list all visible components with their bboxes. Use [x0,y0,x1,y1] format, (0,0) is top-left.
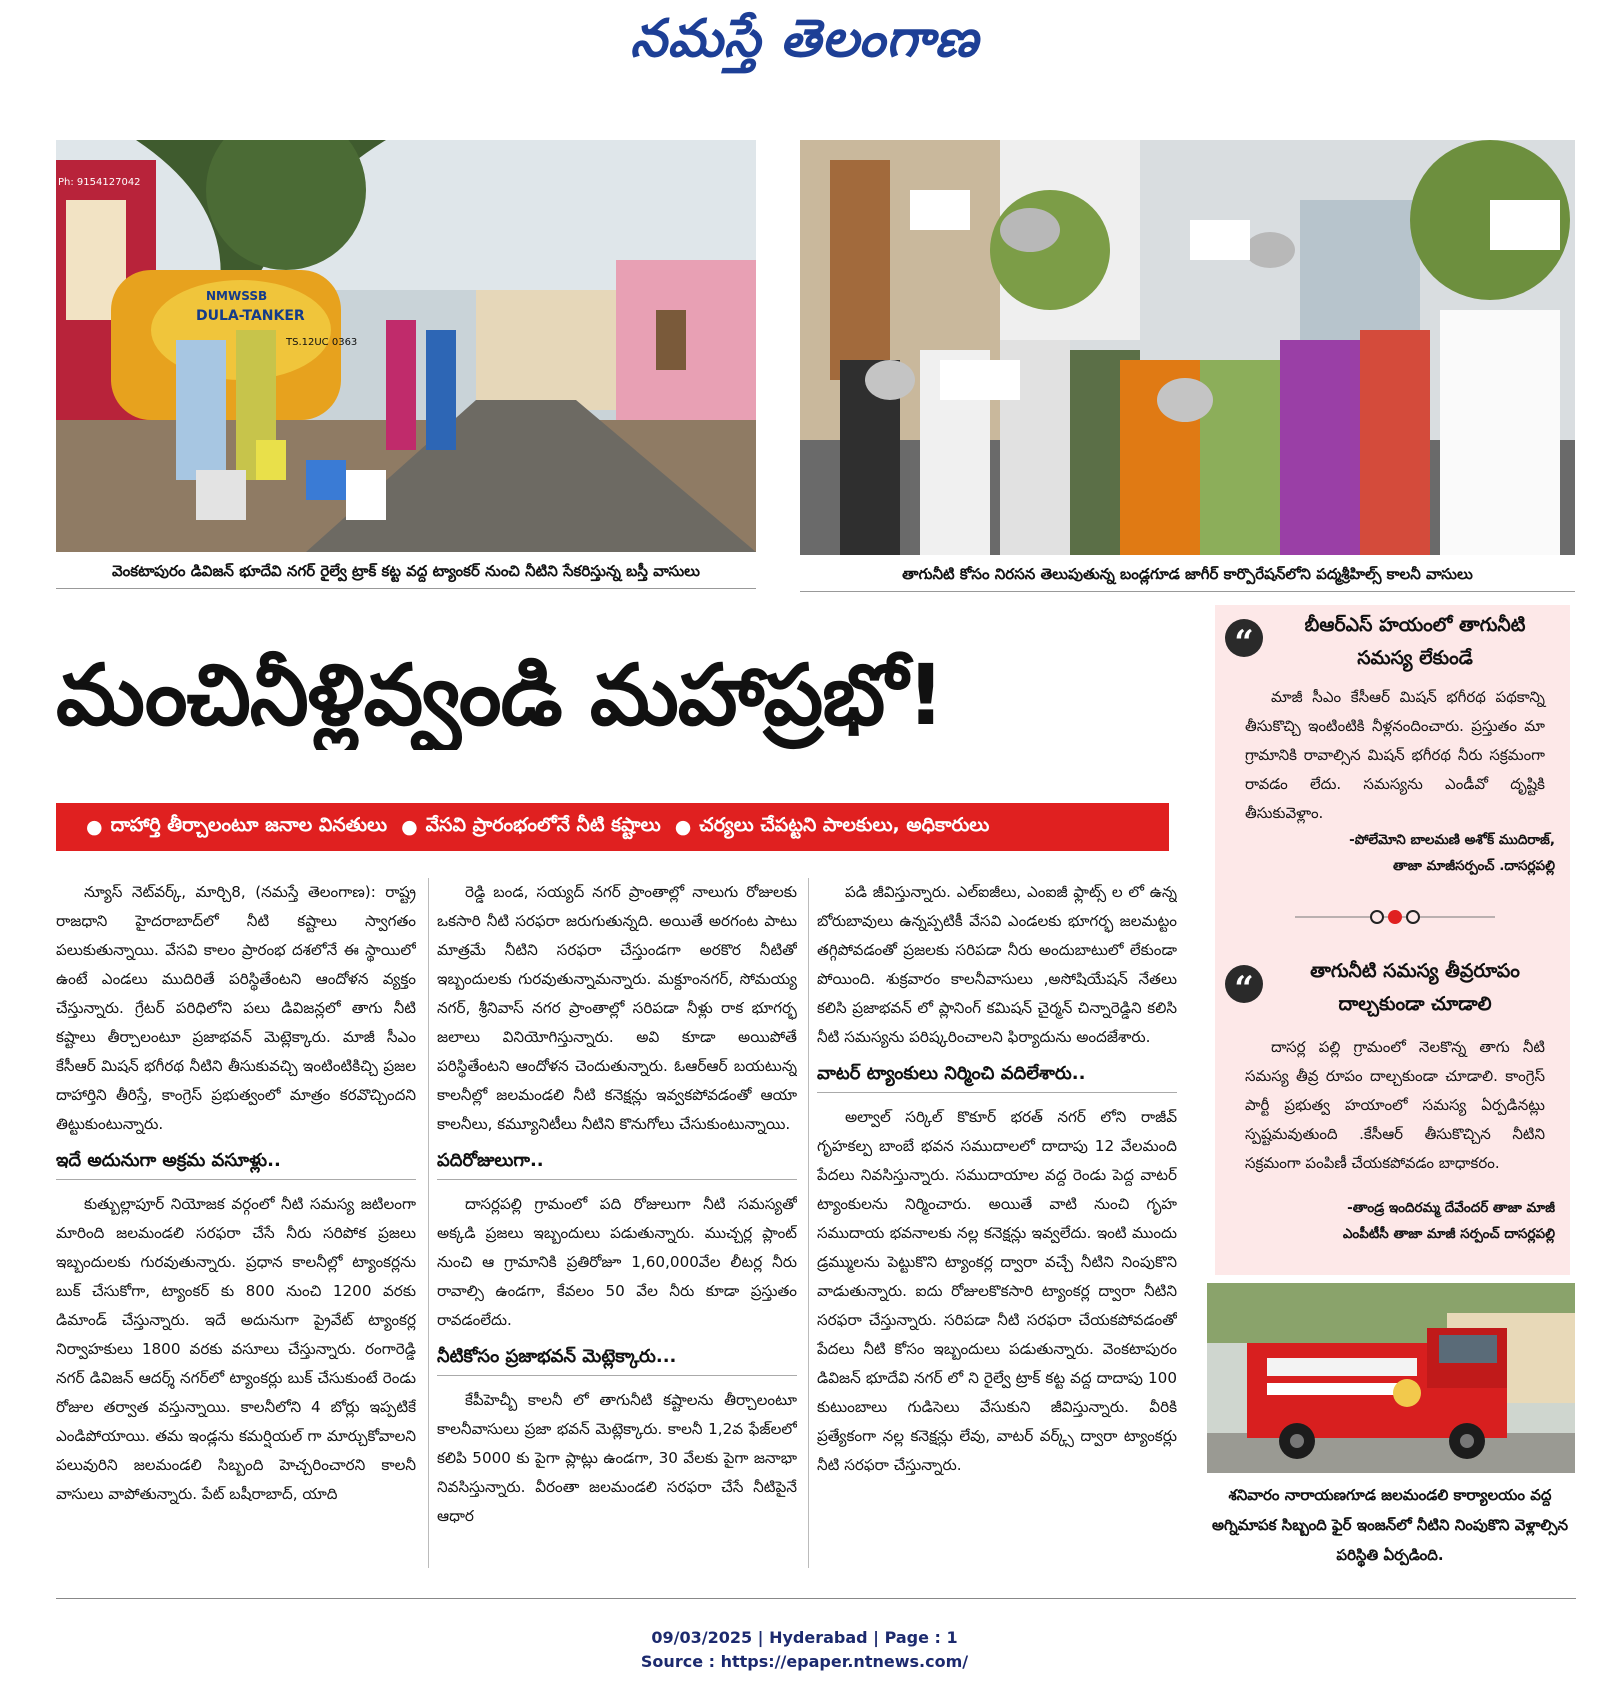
subhead-point-2: వేసవి ప్రారంభంలోనే నీటి కష్టాలు [425,813,661,836]
article-paragraph: పడి జీవిస్తున్నారు. ఎల్‌ఐజీలు, ఎంఐజీ ఫ్లాట్స్ ల లో ఉన్న బోరుబావులు ఉన్నప్పటికీ వేసవి ఎండలకు భూగర్భ జలమట్టం తగ్గిపోవడంతో ప్రజలకు సరిపడా నీరు అందుబాటులో లేకుండా పోయింది. శుక్రవారం కాలనీవాసులు ,అసోషియేషన్ నేతలు కలిసి ప్రజాభవన్ లో ప్లానింగ్ కమిషన్ చైర్మన్ చిన్నారెడ్డిని కలిసి నీటి సమస్యను పరిష్కరించాలని ఫిర్యాదును అందజేశారు. [817,883,1177,1046]
footer-rule [56,1598,1576,1599]
section-heading: ఇదే అదునుగా అక్రమ వసూళ్లు.. [56,1147,416,1180]
quote-1-attribution-role: తాజా మాజీసర్పంచ్ .దాసర్లపల్లి [1393,858,1555,874]
footer-date-page: 09/03/2025 | Hyderabad | Page : 1 [651,1628,958,1647]
tanker-plate: TS.12UC 0363 [286,337,358,348]
photo-water-tanker [56,140,756,552]
photo-caption-right: తాగునీటి కోసం నిరసన తెలుపుతున్న బండ్లగూడ జాగీర్ కార్పొరేషన్‌లోని పద్మశ్రీహిల్స్ కాలనీ వాసులు [800,563,1575,592]
article-paragraph: న్యూస్ నెట్‌వర్క్, మార్చి8, (నమస్తే తెలంగాణ): రాష్ట్ర రాజధాని హైదరాబాద్‌లో నీటి కష్టాలు స్వాగతం పలుకుతున్నాయి. వేసవి కాలం ప్రారంభ దశలోనే ఈ స్థాయిలో ఉంటే ఎండలు ముదిరితే పరిస్థితేంటని ఆందోళన వ్యక్తం చేస్తున్నారు. గ్రేటర్ పరిధిలోని పలు డివిజన్లలో తాగు నీటి కష్టాలు తీర్చాలంటూ ప్రజాభవన్ మెట్లెక్కారు. మాజీ సీఎం కేసీఆర్ మిషన్ భగీరథ నీటిని తీసుకువచ్చి ఇంటింటికిచ్చి ప్రజల దాహార్తిని తీరిస్తే, కాంగ్రెస్ ప్రభుత్వంలో మాత్రం కరవొచ్చిందని తిట్టుకుంటున్నారు. [56,883,416,1133]
article-paragraph: అల్వాల్ సర్కిల్ కొకూర్ భరత్ నగర్ లోని రాజీవ్ గృహకల్ప బాంబే భవన సముదాలలో దాదాపు 12 వేలమంది పేదలు నివసిస్తున్నారు. సముదాయాల వద్ద రెండు పెద్ద వాటర్ ట్యాంకులను నిర్మించారు. అయితే వాటి నుంచి గృహ సముదాయ భవనాలకు నల్ల కనెక్షన్లు ఇవ్వలేదు. ఇంటి ముందు డ్రమ్ములను పెట్టుకొని ట్యాంకర్ల ద్వారా వచ్చే నీటిని నింపుకొని వాడుతున్నారు. ఐదు రోజులకొకసారి ట్యాంకర్ల ద్వారా నీటిని సరఫరా చేస్తున్నారు. సరిపడా నీటి సరఫరా చేయకపోవడంతో పేదలు నీటి కోసం ఇబ్బందులు పడుతున్నారు. వెంకటాపురం డివిజన్ భూదేవి నగర్ లో ని రైల్వే ట్రాక్ కట్ట వద్ద దాదాపు 100 కుటుంబాలు గుడిసెలు వేసుకుని జీవిస్తున్నారు. వీరికి ప్రత్యేకంగా నల్ల కనెక్షన్లు లేవు, వాటర్ వర్క్స్ ద్వారా ట్యాంకర్లు నీటి సరఫరా చేస్తున్నారు. [817,1108,1177,1474]
bullet: ● [674,816,692,838]
ornament-divider [1295,910,1495,924]
section-heading: పదిరోజులుగా.. [437,1147,797,1180]
quote-2-attribution [1235,1195,1555,1247]
quote-icon: “ [1225,619,1263,657]
photo-caption-fire: శనివారం నారాయణగూడ జలమండలి కార్యాలయం వద్ద అగ్నిమాపక సిబ్బంది ఫైర్ ఇంజన్‌లో నీటిని నింపుకొని వెళ్లాల్సిన పరిస్థితి ఏర్పడింది. [1211,1486,1569,1564]
quotes-sidebar [1215,605,1570,1275]
tanker-sublabel: NMWSSB [206,289,268,303]
article-column-2 [437,878,797,1598]
bullet: ● [401,816,418,838]
tanker-label: DULA-TANKER [196,308,305,324]
subhead-point-1: దాహార్తి తీర్చాలంటూ జనాల వినతులు [110,813,388,836]
section-heading: వాటర్ ట్యాంకులు నిర్మించి వదిలేశారు.. [817,1060,1177,1093]
quote-1-body [1245,683,1545,828]
quote-1-attribution-name: -పోలేమోని బాలమణి అశోక్ ముదిరాజ్, [1349,832,1555,848]
article-paragraph: రెడ్డి బండ, సయ్యద్ నగర్ ప్రాంతాల్లో నాలుగు రోజులకు ఒకసారి నీటి సరఫరా జరుగుతున్నది. అయితే అరగంట పాటు మాత్రమే నీటిని సరఫరా చేస్తుండగా అరకొర నీటితో ఇబ్బందులకు గురవుతున్నామన్నారు. మక్దూంనగర్, సోమయ్య నగర్, శ్రీనివాస్ నగర ప్రాంతాల్లో సరిపడా నీళ్లు రాక భూగర్భ జలాలు వినియోగిస్తున్నారు. అవి కూడా అయిపోతే పరిస్థితేంటని ఆందోళన చెందుతున్నారు. ఓఆర్ఆర్ బయటున్న కాలనీల్లో జలమండలి నీటి కనెక్షన్లు ఇవ్వకపోవడంతో ఆయా కాలనీలు, కమ్యూనిటీలు నీటిని కొనుగోలు చేసుకుంటున్నాయి. [437,883,797,1133]
photo-fire-engine [1207,1283,1575,1473]
quote-icon: “ [1225,965,1263,1003]
article-column-3 [817,878,1177,1598]
quote-2-attribution-name: -తాండ్ర ఇందిరమ్మ దేవేందర్ తాజా మాజీ [1347,1200,1555,1216]
subhead-point-3: చర్యలు చేపట్టని పాలకులు, అధికారులు [699,813,990,836]
quote-2-title: తాగునీటి సమస్య తీవ్రరూపం దాల్చకుండా చూడాలి [1310,960,1520,1015]
quote-1-text: మాజీ సీఎం కేసీఆర్ మిషన్ భగీరథ పథకాన్ని తీసుకొచ్చి ఇంటింటికి నీళ్లనందించారు. ప్రస్తుతం మా గ్రామానికి రావాల్సిన మిషన్ భగీరథ నీరు సక్రమంగా రావడం లేదు. సమస్యను ఎండీవో దృష్టికి తీసుకువెళ్లాం. [1245,688,1545,822]
bullet: ● [86,816,103,838]
quote-1-attribution [1235,827,1555,879]
quote-2-attribution-role: ఎంపీటీసీ తాజా మాజీ సర్పంచ్ దాసర్లపల్లి [1342,1226,1555,1242]
photo-protest [800,140,1575,555]
article-column-1 [56,878,416,1598]
column-divider [428,878,429,1568]
main-headline: మంచినీళ్లివ్వండి మహాప్రభో! [56,646,944,744]
article-paragraph: కేపీహెచ్బీ కాలనీ లో తాగునీటి కష్టాలను తీర్చాలంటూ కాలనీవాసులు ప్రజా భవన్ మెట్లెక్కారు. కాలనీ 1,2వ ఫేజ్‌లలో కలిపి 5000 కు పైగా ప్లాట్లు ఉండగా, 30 వేలకు పైగా జనాభా నివసిస్తున్నారు. వీరంతా జలమండలి సరఫరా చేసే నీటిపైనే ఆధార [437,1391,797,1525]
quote-1-title: బీఆర్ఎస్ హయంలో తాగునీటి సమస్య లేకుండే [1304,614,1526,669]
shop-phone: Ph: 9154127042 [58,177,141,188]
section-heading: నీటికోసం ప్రజాభవన్ మెట్లెక్కారు... [437,1343,797,1376]
article-paragraph: కుత్బుల్లాపూర్ నియోజక వర్గంలో నీటి సమస్య జటిలంగా మారింది జలమండలి సరఫరా చేసే నీరు సరిపోక ప్రజలు ఇబ్బందులకు గురవుతున్నారు. ప్రధాన కాలనీల్లో ట్యాంకర్లను బుక్ చేసుకోగా, ట్యాంకర్ కు 800 నుంచి 1200 వరకు డిమాండ్ చేస్తున్నారు. ఇదే అదునుగా ప్రైవేట్ ట్యాంకర్ల నిర్వాహకులు 1800 వరకు వసూలు చేస్తున్నారు. రంగారెడ్డి నగర్ డివిజన్ ఆదర్శ్ నగర్‌లో ట్యాంకర్లు బుక్ చేసుకుంటే రెండు రోజుల తర్వాత వస్తున్నాయి. కాలనీలోని 4 బోర్లు ఇప్పటికే ఎండిపోయాయి. తమ ఇండ్లను కమర్షియల్ గా మార్చుకోవాలని పలువురిని జలమండలి సిబ్బంది హెచ్చరించారని కాలనీ వాసులు వాపోతున్నారు. పేట్ బషీరాబాద్, యాది [56,1195,416,1503]
photo-caption-left: వెంకటాపురం డివిజన్ భూదేవి నగర్ రైల్వే ట్రాక్ కట్ట వద్ద ట్యాంకర్ నుంచి నీటిని సేకరిస్తున్న బస్తీ వాసులు [56,560,756,589]
column-divider [808,878,809,1568]
quote-2-text: దాసర్ల పల్లి గ్రామంలో నెలకొన్న తాగు నీటి సమస్య తీవ్ర రూపం దాల్చకుండా చూడాలి. కాంగ్రెస్ పార్టీ ప్రభుత్వ హయాంలో సమస్య ఏర్పడినట్లు స్పష్టమవుతుంది .కేసీఆర్ తీసుకొచ్చిన నీటిని సక్రమంగా పంపిణీ చేయకపోవడం బాధాకరం. [1245,1038,1545,1172]
subhead-band [56,803,1169,851]
footer-source: Source : https://epaper.ntnews.com/ [640,1652,969,1671]
article-paragraph: దాసర్లపల్లి గ్రామంలో పది రోజులుగా నీటి సమస్యతో అక్కడి ప్రజలు ఇబ్బందులు పడుతున్నారు. ముచ్చర్ల ప్లాంట్ నుంచి ఆ గ్రామానికి ప్రతిరోజూ 1,60,000వేల లీటర్ల నీరు రావాల్సి ఉండగా, కేవలం 50 వేల నీరు కూడా ప్రస్తుతం రావడంలేదు. [437,1195,797,1329]
masthead-logo: నమస్తే తెలంగాణ [630,8,979,69]
quote-2-body [1245,1033,1545,1178]
